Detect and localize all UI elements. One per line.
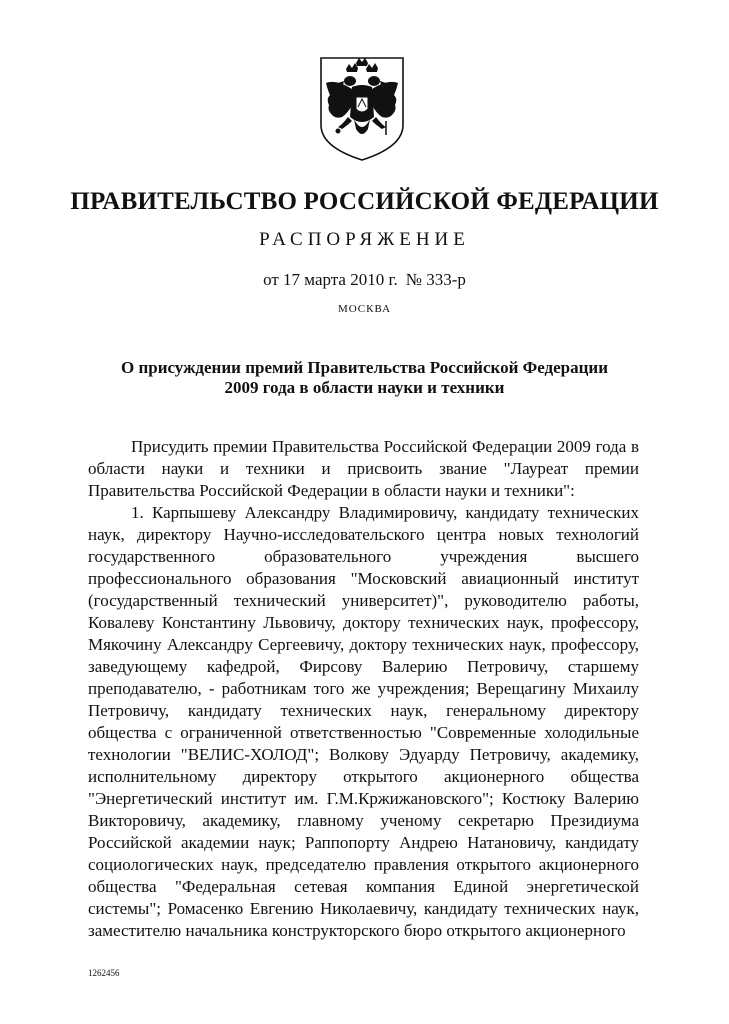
russian-coat-of-arms-icon [318, 55, 406, 163]
intro-paragraph: Присудить премии Правительства Российской Федерации 2009 года в области науки и техники и присвоить звание "Лауреат премии Правительства Российской Федерации в области науки и техники": [88, 437, 639, 500]
item-1-paragraph: 1. Карпышеву Александру Владимировичу, кандидату технических наук, директору Научно-исследовательского центра новых технологий государственного образовательного учреждения высшего профессионального образования "Московский авиационный институт (государственный технический университет)", руководителю работы, Ковалеву Константину Львовичу, доктору технических наук, профессору, Мякочину Александру Сергеевичу, доктору технических наук, профессору, заведующему кафедрой, Фирсову Валерию Петровичу, старшему преподавателю, - работникам того же учреждения; Верещагину Михаилу Петровичу, кандидату технических наук, генеральному директору общества с ограниченной ответственностью "Современные холодильные технологии "ВЕЛИС-ХОЛОД"; Волкову Эдуарду Петровичу, академику, исполнительному директору открытого акционерного общества "Энергетический институт им. Г.М.Кржижановского"; Костюку Валерию Викторовичу, академику, главному ученому секретарю Президиума Российской академии наук; Раппопорту Андрею Натановичу, кандидату социологических наук, председателю правления открытого акционерного общества "Федеральная сетевая компания Единой энергетической системы"; Ромасенко Евгению Николаевичу, кандидату технических наук, заместителю начальника конструкторского бюро открытого акционерного [88, 503, 639, 940]
government-title: ПРАВИТЕЛЬСТВО РОССИЙСКОЙ ФЕДЕРАЦИИ [70, 188, 659, 215]
document-date: от 17 марта 2010 г. [263, 270, 398, 289]
document-body [88, 436, 639, 942]
footer-document-code: 1262456 [88, 968, 120, 978]
document-number: № 333-р [405, 270, 466, 289]
document-date-line [0, 270, 729, 290]
subject-line-2: 2009 года в области науки и техники [224, 378, 505, 397]
document-city: МОСКВА [337, 303, 392, 315]
document-type: РАСПОРЯЖЕНИЕ [259, 229, 470, 250]
subject-line-1: О присуждении премий Правительства Российской Федерации [120, 358, 609, 377]
document-subject [0, 358, 729, 398]
